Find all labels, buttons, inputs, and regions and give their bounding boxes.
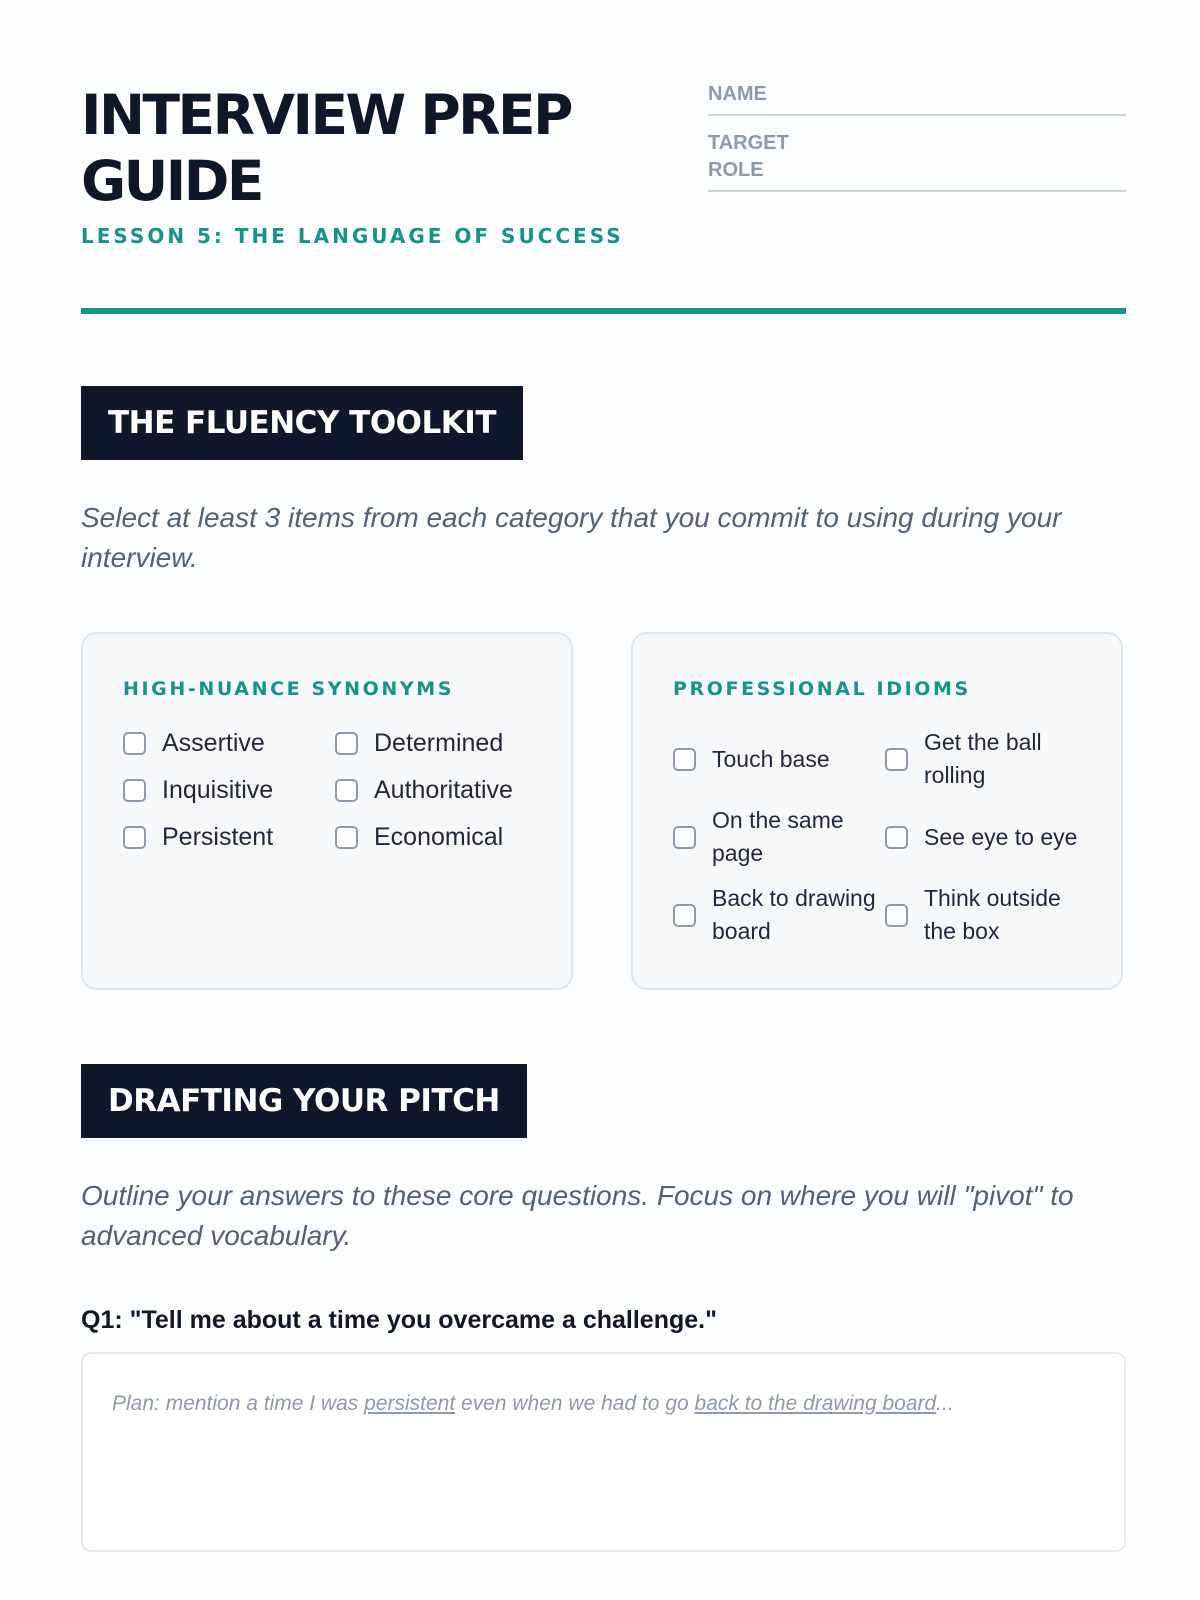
section-heading-fluency: THE FLUENCY TOOLKIT — [81, 386, 523, 460]
idiom-option[interactable] — [885, 720, 1085, 798]
checkbox[interactable] — [885, 826, 908, 849]
idioms-list — [673, 720, 1081, 954]
target-role-field[interactable] — [708, 130, 1126, 192]
option-label: Inquisitive — [162, 776, 274, 804]
synonyms-title: HIGH-NUANCE SYNONYMS — [123, 678, 454, 700]
checkbox[interactable] — [123, 779, 146, 802]
answer-text: even when we had to go — [455, 1392, 695, 1415]
idioms-title: PROFESSIONAL IDIOMS — [673, 678, 971, 700]
answer-1-textarea[interactable] — [81, 1352, 1126, 1552]
checkbox[interactable] — [123, 826, 146, 849]
answer-text: Plan: mention a time I was — [112, 1392, 365, 1415]
answer-underlined-term: back to the drawing board — [694, 1392, 937, 1415]
option-label: Authoritative — [374, 776, 513, 804]
lesson-subtitle: LESSON 5: THE LANGUAGE OF SUCCESS — [81, 224, 624, 248]
checkbox[interactable] — [673, 826, 696, 849]
target-role-label: TARGET ROLE — [708, 132, 789, 181]
idioms-card — [631, 632, 1123, 990]
section-heading-pitch: DRAFTING YOUR PITCH — [81, 1064, 527, 1138]
page-title: INTERVIEW PREP GUIDE — [81, 83, 571, 213]
option-label: Economical — [374, 823, 504, 851]
checkbox[interactable] — [673, 904, 696, 927]
idiom-option[interactable] — [673, 798, 885, 876]
option-label: Get the ball rolling — [924, 729, 1042, 788]
checkbox[interactable] — [885, 748, 908, 771]
name-label: NAME — [708, 83, 767, 105]
checkbox[interactable] — [335, 732, 358, 755]
synonyms-list — [123, 720, 531, 861]
idiom-option[interactable] — [885, 876, 1085, 954]
synonym-option[interactable] — [123, 720, 335, 767]
checkbox[interactable] — [335, 826, 358, 849]
synonyms-card — [81, 632, 573, 990]
header — [81, 0, 1126, 320]
fluency-instructions: Select at least 3 items from each category that you commit to using during your interview. — [81, 502, 1062, 573]
synonym-option[interactable] — [123, 814, 335, 861]
option-label: Think outside the box — [924, 885, 1061, 944]
checkbox[interactable] — [885, 904, 908, 927]
student-info — [708, 80, 1126, 192]
idiom-option[interactable] — [673, 876, 885, 954]
header-divider — [81, 308, 1126, 314]
answer-text: ... — [936, 1392, 954, 1415]
name-field[interactable] — [708, 80, 1126, 116]
option-label: Touch base — [712, 745, 830, 772]
checkbox[interactable] — [335, 779, 358, 802]
worksheet-page — [81, 0, 1126, 1415]
answer-underlined-term: persistent — [364, 1392, 456, 1415]
pitch-instructions: Outline your answers to these core questions. Focus on where you will "pivot" to advanced vocabulary. — [81, 1180, 1074, 1251]
option-label: On the same page — [712, 807, 844, 866]
question-1: Q1: "Tell me about a time you overcame a challenge." — [81, 1306, 717, 1334]
checkbox[interactable] — [123, 732, 146, 755]
synonym-option[interactable] — [335, 767, 535, 814]
synonym-option[interactable] — [335, 814, 535, 861]
option-label: Determined — [374, 729, 504, 757]
checkbox[interactable] — [673, 748, 696, 771]
idiom-option[interactable] — [673, 720, 885, 798]
synonym-option[interactable] — [123, 767, 335, 814]
option-label: Back to drawing board — [712, 885, 876, 944]
option-label: Persistent — [162, 823, 274, 851]
option-label: See eye to eye — [924, 823, 1078, 850]
synonym-option[interactable] — [335, 720, 535, 767]
idiom-option[interactable] — [885, 798, 1085, 876]
option-label: Assertive — [162, 729, 265, 757]
